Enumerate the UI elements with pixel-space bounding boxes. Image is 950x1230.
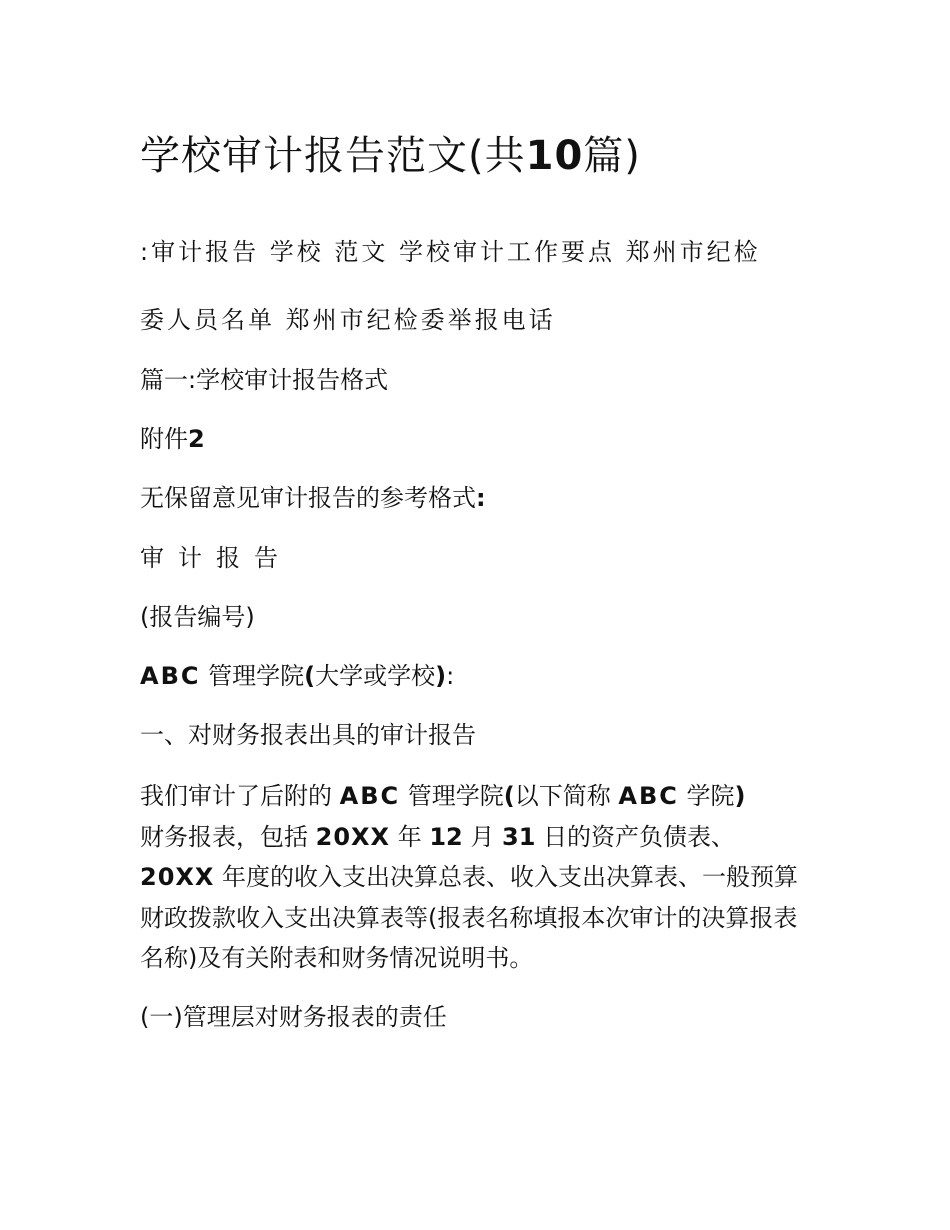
para-paren-close: ) (734, 782, 746, 810)
document-title (140, 128, 641, 184)
attachment-number: 2 (188, 425, 205, 453)
para-text-7: 月 (470, 822, 495, 851)
report-heading: 审计报告 (140, 544, 292, 572)
sub-heading-1: (一)管理层对财务报表的责任 (140, 1003, 447, 1031)
addressee-name: 管理学院 (208, 662, 305, 690)
para-text-6: 年 (397, 822, 422, 851)
para-day: 31 (502, 822, 536, 851)
keywords-line-2: 委人员名单 郑州市纪检委举报电话 (140, 306, 556, 334)
section-heading-1: 篇一:学校审计报告格式 (140, 366, 389, 394)
para-text-3: 以下简称 (514, 782, 611, 810)
addressee-paren-open: ( (304, 662, 316, 690)
attachment-text: 附件 (140, 425, 188, 453)
title-text: 学校审计报告范文(共 (140, 133, 526, 179)
format-text: 无保留意见审计报告的参考格式 (140, 484, 476, 512)
attachment-label (140, 422, 205, 456)
para-abc-2: ABC (618, 782, 679, 810)
keywords-line-1: :审计报告 学校 范文 学校审计工作要点 郑州市纪检 (140, 238, 761, 266)
addressee-type: 大学或学校 (315, 662, 436, 690)
addressee-paren-close: ) (435, 662, 447, 690)
addressee-colon: : (446, 662, 455, 690)
para-month: 12 (429, 822, 463, 851)
para-year-2: 20XX (140, 863, 215, 891)
format-heading (140, 481, 486, 515)
title-count: 10 (525, 133, 584, 179)
para-abc-1: ABC (339, 782, 401, 810)
report-number: (报告编号) (140, 603, 255, 631)
title-suffix: 篇) (583, 133, 641, 179)
audit-paragraph (140, 776, 820, 979)
para-year-1: 20XX (315, 822, 391, 851)
para-paren-open: ( (503, 782, 515, 810)
para-text-1: 我们审计了后附的 (140, 782, 332, 810)
para-text-5: 财务报表，包括 (140, 822, 308, 851)
para-text-2: 管理学院 (407, 782, 504, 810)
part-heading-1: 一、对财务报表出具的审计报告 (140, 721, 476, 749)
addressee-abc: ABC (140, 662, 201, 690)
addressee (140, 659, 454, 693)
para-text-8: 日的资产负债表、 (543, 822, 736, 851)
para-text-4: 学院 (686, 782, 735, 810)
format-colon: : (476, 484, 486, 512)
para-text-9: 年度的收入支出决算总表、收入支出决算表、一般预算财政拨款收入支出决算表等(报表名称填报本次审计的决算报表名称)及有关附表和财务情况说明书。 (140, 863, 799, 972)
